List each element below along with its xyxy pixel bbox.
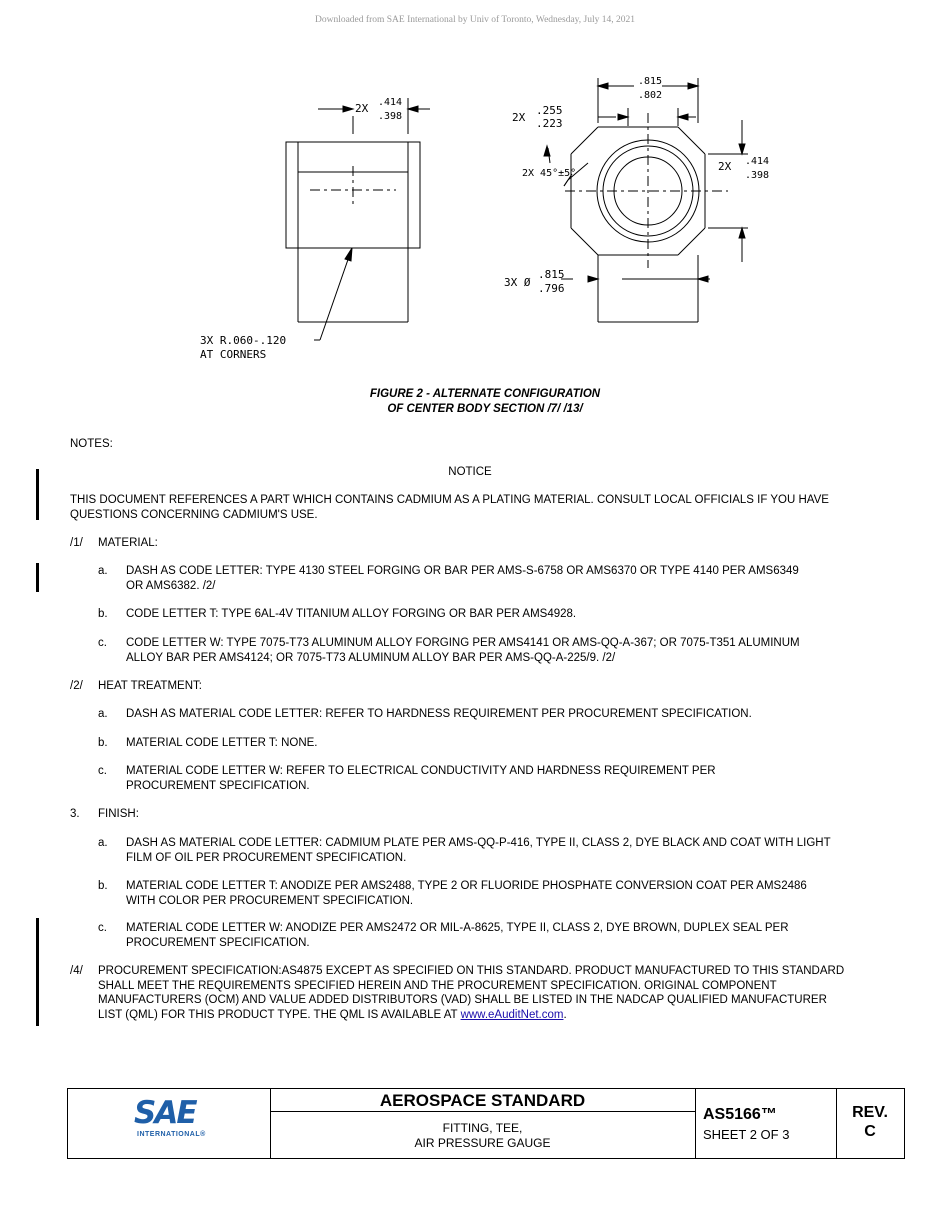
dim-radius-line2: AT CORNERS	[200, 348, 267, 361]
dim-right-side-lower: .398	[745, 170, 770, 181]
sae-logo-subtext: INTERNATIONAL®	[137, 1131, 206, 1138]
standard-number: AS5166™	[703, 1106, 777, 1123]
item-letter: c.	[98, 637, 107, 649]
note-number: 3.	[70, 808, 80, 820]
revision-label: REV.	[852, 1104, 888, 1121]
dim-left-top-label: 2X	[355, 102, 369, 115]
title-block	[67, 1088, 905, 1159]
note-item: MATERIAL CODE LETTER T: ANODIZE PER AMS2488, TYPE 2 OR FLUORIDE PHOSPHATE CONVERSION COAT PER AMS2486 WITH COLOR PER PROCUREMENT SPECIFICATION.	[126, 880, 807, 907]
note-item: CODE LETTER W: TYPE 7075-T73 ALUMINUM ALLOY FORGING PER AMS4141 OR AMS-QQ-A-367; OR 7075-T351 ALUMINUM ALLOY BAR PER AMS4124; OR 7075-T73 ALUMINUM ALLOY BAR PER AMS-QQ-A-225/9. /2/	[126, 637, 800, 664]
dim-left-top-upper: .414	[378, 97, 403, 108]
revision-cell	[836, 1089, 904, 1158]
revision-value: C	[864, 1123, 876, 1140]
part-title-line2: AIR PRESSURE GAUGE	[414, 1136, 551, 1150]
item-letter: a.	[98, 708, 108, 720]
note-item: MATERIAL CODE LETTER T: NONE.	[126, 737, 318, 749]
dim-diameter-label: 3X Ø	[504, 276, 531, 289]
note-number: /1/	[70, 537, 83, 549]
eauditnet-link[interactable]: www.eAuditNet.com	[460, 1008, 564, 1021]
notice-text: THIS DOCUMENT REFERENCES A PART WHICH CONTAINS CADMIUM AS A PLATING MATERIAL. CONSULT LOCAL OFFICIALS IF YOU HAVE QUESTIONS CONCERNING CADMIUM'S USE.	[70, 494, 829, 521]
item-letter: b.	[98, 608, 108, 620]
revision-bar	[36, 918, 39, 1026]
figure-caption-line1: FIGURE 2 - ALTERNATE CONFIGURATION	[369, 388, 601, 400]
dim-flat-lower: .223	[536, 117, 563, 130]
item-letter: b.	[98, 880, 108, 892]
revision-bar	[36, 563, 39, 592]
note-title: HEAT TREATMENT:	[98, 680, 202, 692]
item-letter: c.	[98, 765, 107, 777]
logo-cell	[68, 1089, 271, 1158]
note-4-tail: .	[563, 1008, 567, 1021]
notice-title: NOTICE	[448, 466, 492, 478]
sheet-number: SHEET 2 OF 3	[703, 1127, 790, 1142]
title-divider	[270, 1111, 695, 1112]
standard-type: AEROSPACE STANDARD	[379, 1091, 586, 1110]
dim-right-top-upper: .815	[638, 76, 663, 87]
dim-left-top-lower: .398	[378, 111, 403, 122]
note-item: CODE LETTER T: TYPE 6AL-4V TITANIUM ALLOY FORGING OR BAR PER AMS4928.	[126, 608, 577, 620]
figure-caption-line2: OF CENTER BODY SECTION /7/ /13/	[387, 403, 583, 415]
figure-caption	[0, 387, 950, 417]
dim-radius-line1: 3X R.060-.120	[200, 334, 287, 347]
note-item	[98, 964, 848, 1022]
item-letter: a.	[98, 565, 108, 577]
item-letter: b.	[98, 737, 108, 749]
download-notice: Downloaded from SAE International by Univ of Toronto, Wednesday, July 14, 2021	[314, 15, 636, 25]
item-letter: c.	[98, 922, 107, 934]
item-letter: a.	[98, 837, 108, 849]
note-item: MATERIAL CODE LETTER W: ANODIZE PER AMS2472 OR MIL-A-8625, TYPE II, CLASS 2, DYE BROWN, DUPLEX SEAL PER PROCUREMENT SPECIFICATION.	[126, 922, 789, 949]
note-item: DASH AS MATERIAL CODE LETTER: CADMIUM PLATE PER AMS-QQ-P-416, TYPE II, CLASS 2, DYE BLACK AND COAT WITH LIGHT FILM OF OIL PER PROCUREMENT SPECIFICATION.	[126, 837, 831, 864]
dim-right-top-lower: .802	[638, 90, 663, 101]
engineering-drawing	[180, 68, 800, 368]
title-cell	[270, 1089, 696, 1158]
notes-label: NOTES:	[70, 438, 113, 450]
note-item: DASH AS MATERIAL CODE LETTER: REFER TO HARDNESS REQUIREMENT PER PROCUREMENT SPECIFICATION.	[126, 708, 752, 720]
note-title: MATERIAL:	[98, 537, 158, 549]
part-title	[270, 1121, 695, 1151]
revision	[836, 1103, 904, 1141]
note-item: MATERIAL CODE LETTER W: REFER TO ELECTRICAL CONDUCTIVITY AND HARDNESS REQUIREMENT PER PROCUREMENT SPECIFICATION.	[126, 765, 716, 792]
dim-diameter-upper: .815	[538, 268, 565, 281]
note-4-text: PROCUREMENT SPECIFICATION:AS4875 EXCEPT AS SPECIFIED ON THIS STANDARD. PRODUCT MANUFACTURED TO THIS STANDARD SHALL MEET THE REQUIREMENTS SPECIFIED HEREIN AND THE PROCUREMENT SPECIFICATION. ORIGINAL COMPONENT MANUFACTURERS (OCM) AND VALUE ADDED DISTRIBUTORS (VAD) SHALL BE LISTED IN THE NADCAP QUALIFIED MANUFACTURER LIST (QML) FOR THIS PRODUCT TYPE. THE QML IS AVAILABLE AT	[98, 965, 845, 1021]
dim-diameter-lower: .796	[538, 282, 565, 295]
dim-right-side-upper: .414	[745, 156, 770, 167]
note-number: /2/	[70, 680, 83, 692]
part-title-line1: FITTING, TEE,	[442, 1121, 523, 1135]
note-number: /4/	[70, 965, 83, 977]
note-title: FINISH:	[98, 808, 139, 820]
sae-logo: SAE	[134, 1095, 196, 1131]
note-item: DASH AS CODE LETTER: TYPE 4130 STEEL FORGING OR BAR PER AMS-S-6758 OR AMS6370 OR TYPE 4140 PER AMS6349 OR AMS6382. /2/	[126, 565, 799, 592]
number-cell	[695, 1089, 837, 1158]
dim-flat-label: 2X	[512, 111, 526, 124]
dim-chamfer: 2X 45°±5°	[522, 168, 577, 179]
dim-right-side-label: 2X	[718, 160, 732, 173]
dim-flat-upper: .255	[536, 104, 563, 117]
